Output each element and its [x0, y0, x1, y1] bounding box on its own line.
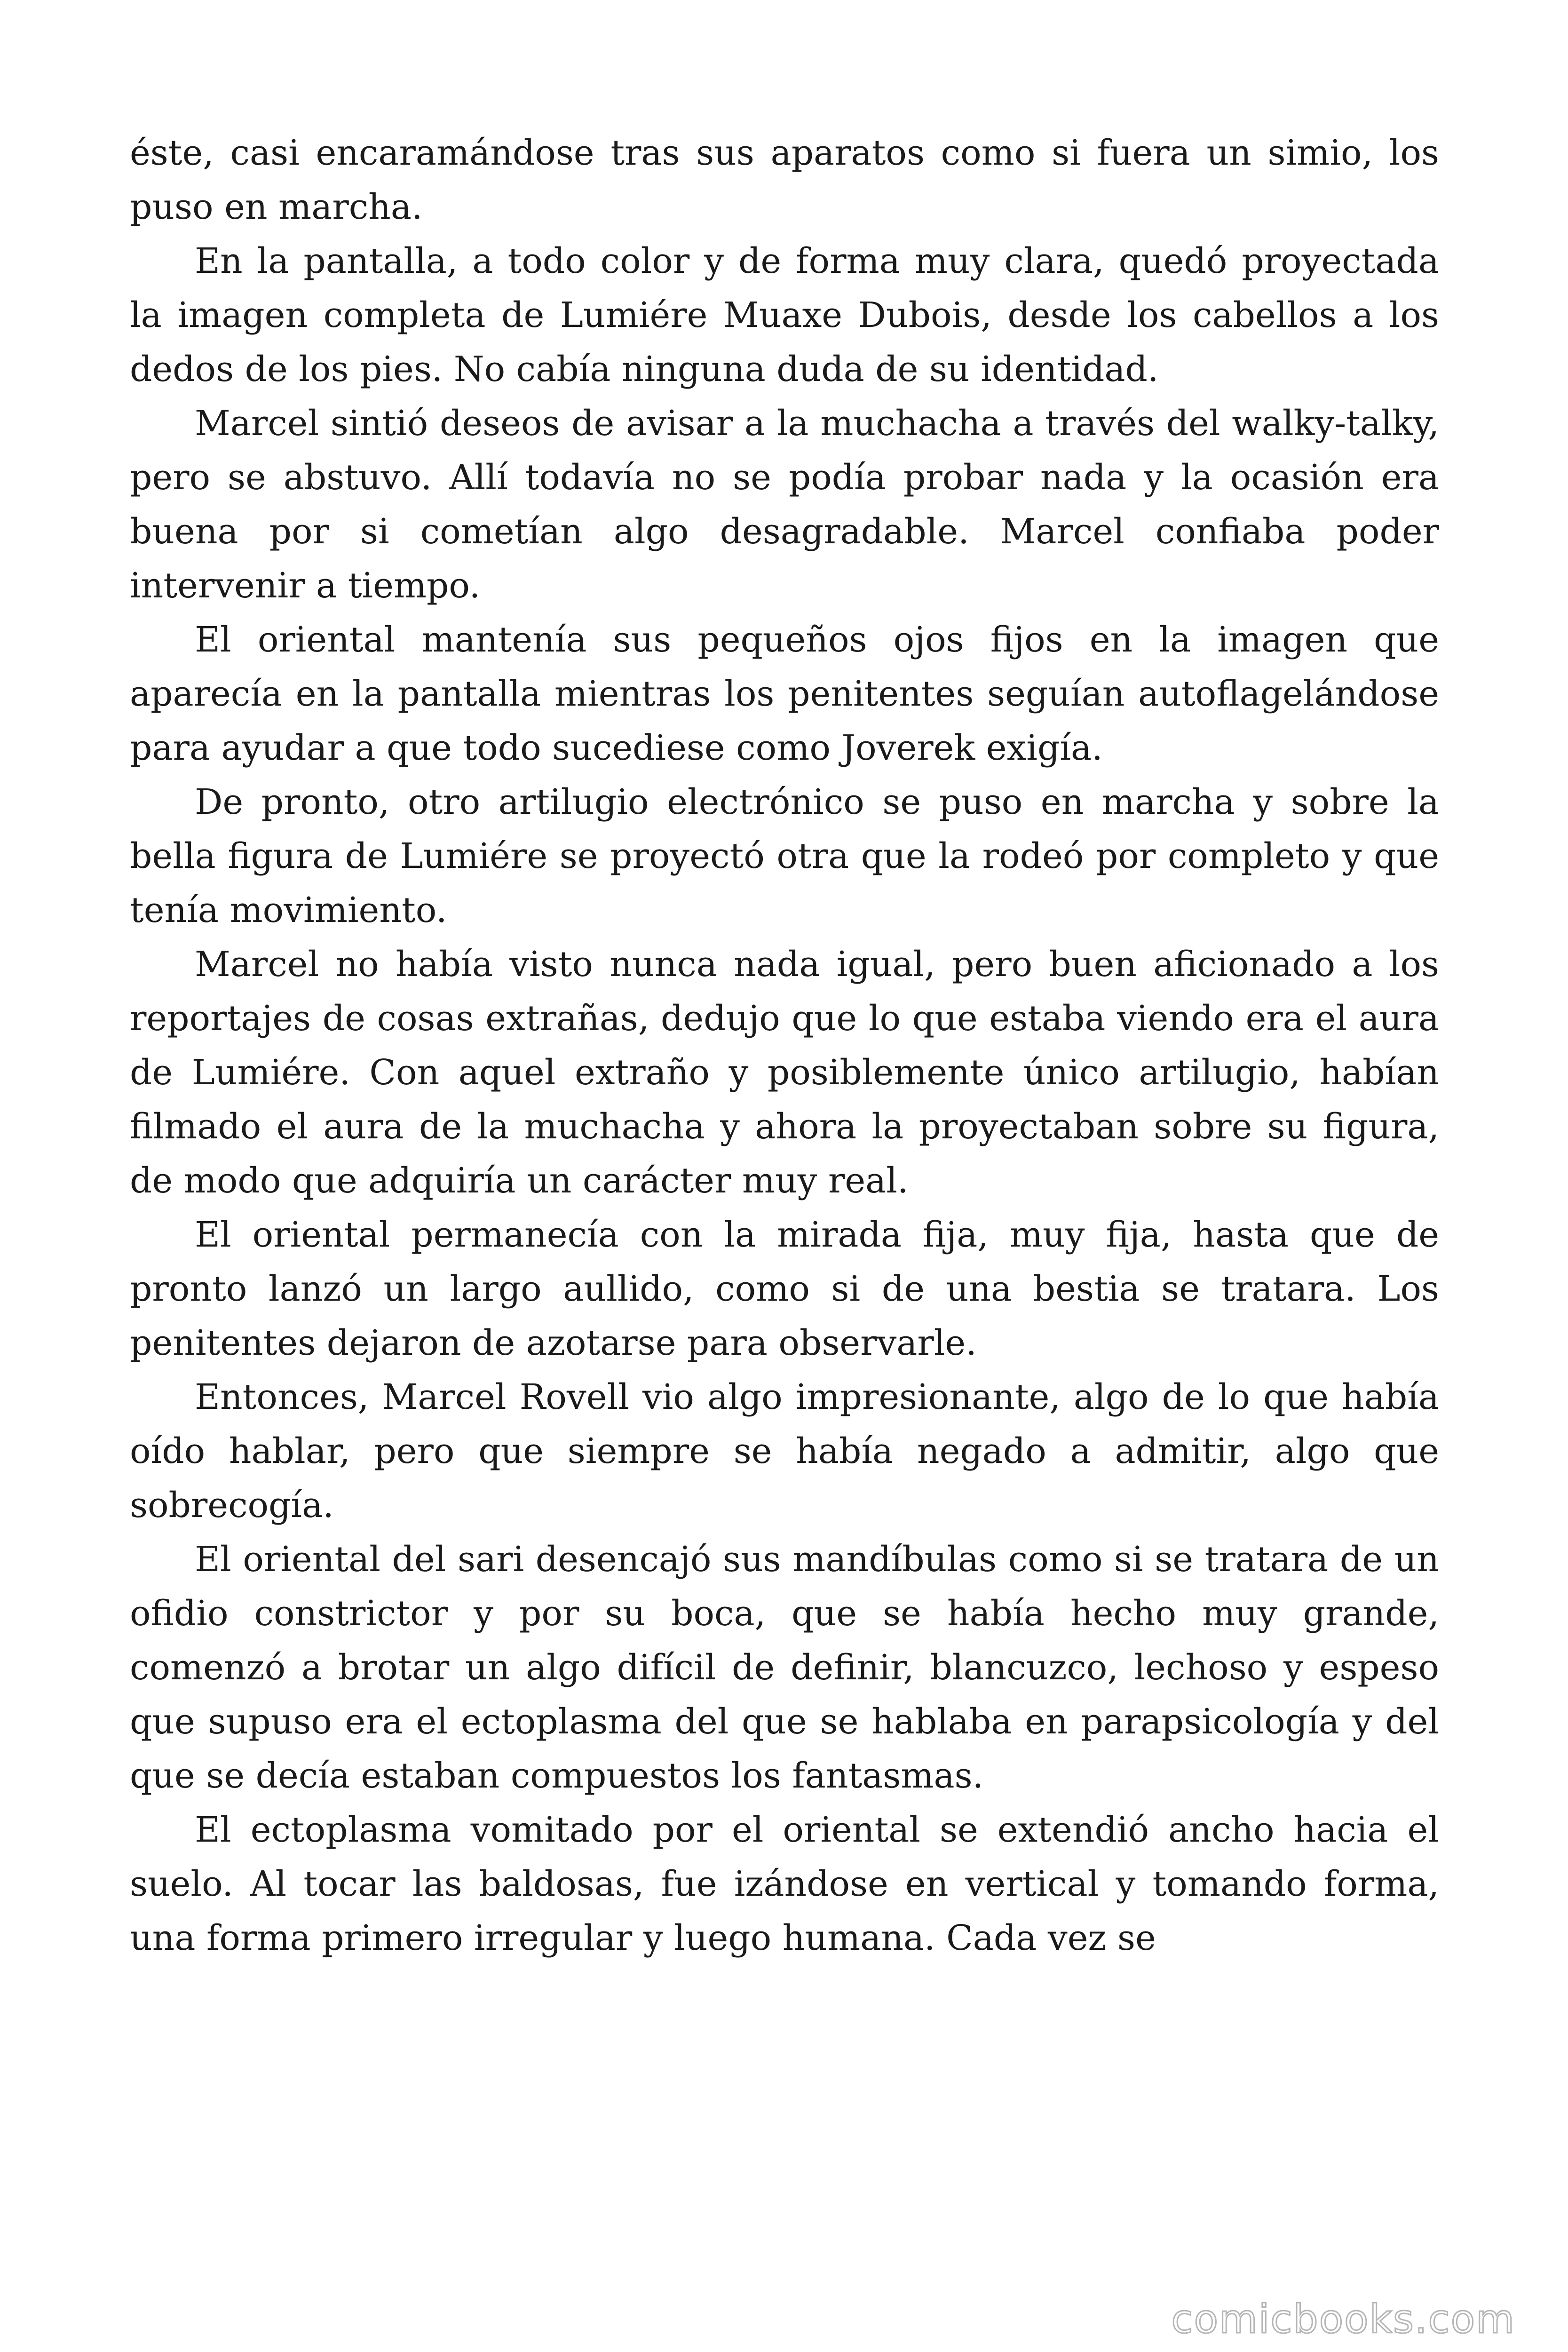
- paragraph-9: El oriental del sari desencajó sus mandíbulas como si se tratara de un ofidio constrictor y por su boca, que se había hecho muy grande, comenzó a brotar un algo difícil de definir, blancuzco, lechoso y espeso que supuso era el ectoplasma del que se hablaba en parapsicología y del que se decía estaban compuestos los fantasmas.: [130, 1539, 1439, 1796]
- paragraph-1: éste, casi encaramándose tras sus aparatos como si fuera un simio, los puso en marcha.: [130, 133, 1439, 227]
- body-text: [130, 126, 1439, 1965]
- paragraph-8: Entonces, Marcel Rovell vio algo impresionante, algo de lo que había oído hablar, pero que siempre se había negado a admitir, algo que sobrecogía.: [130, 1377, 1439, 1526]
- paragraph-3: Marcel sintió deseos de avisar a la muchacha a través del walky-talky, pero se abstuvo. Allí todavía no se podía probar nada y la ocasión era buena por si cometían algo desagradable. Marcel confiaba poder intervenir a tiempo.: [130, 403, 1439, 606]
- paragraph-7: El oriental permanecía con la mirada fija, muy fija, hasta que de pronto lanzó un largo aullido, como si de una bestia se tratara. Los penitentes dejaron de azotarse para observarle.: [130, 1215, 1439, 1363]
- paragraph-6: Marcel no había visto nunca nada igual, pero buen aficionado a los reportajes de cosas extrañas, dedujo que lo que estaba viendo era el aura de Lumiére. Con aquel extraño y posiblemente único artilugio, habían filmado el aura de la muchacha y ahora la proyectaban sobre su figura, de modo que adquiría un carácter muy real.: [130, 944, 1439, 1201]
- paragraph-10: El ectoplasma vomitado por el oriental se extendió ancho hacia el suelo. Al tocar las baldosas, fue izándose en vertical y tomando forma, una forma primero irregular y luego humana. Cada vez se: [130, 1810, 1439, 1958]
- paragraph-5: De pronto, otro artilugio electrónico se puso en marcha y sobre la bella figura de Lumiére se proyectó otra que la rodeó por completo y que tenía movimiento.: [130, 782, 1439, 930]
- paragraph-2: En la pantalla, a todo color y de forma muy clara, quedó proyectada la imagen completa de Lumiére Muaxe Dubois, desde los cabellos a los dedos de los pies. No cabía ninguna duda de su identidad.: [130, 241, 1439, 389]
- paragraph-4: El oriental mantenía sus pequeños ojos fijos en la imagen que aparecía en la pantalla mientras los penitentes seguían autoflagelándose para ayudar a que todo sucediese como Joverek exigía.: [130, 620, 1439, 768]
- watermark: comicbooks.com: [1171, 2296, 1515, 2342]
